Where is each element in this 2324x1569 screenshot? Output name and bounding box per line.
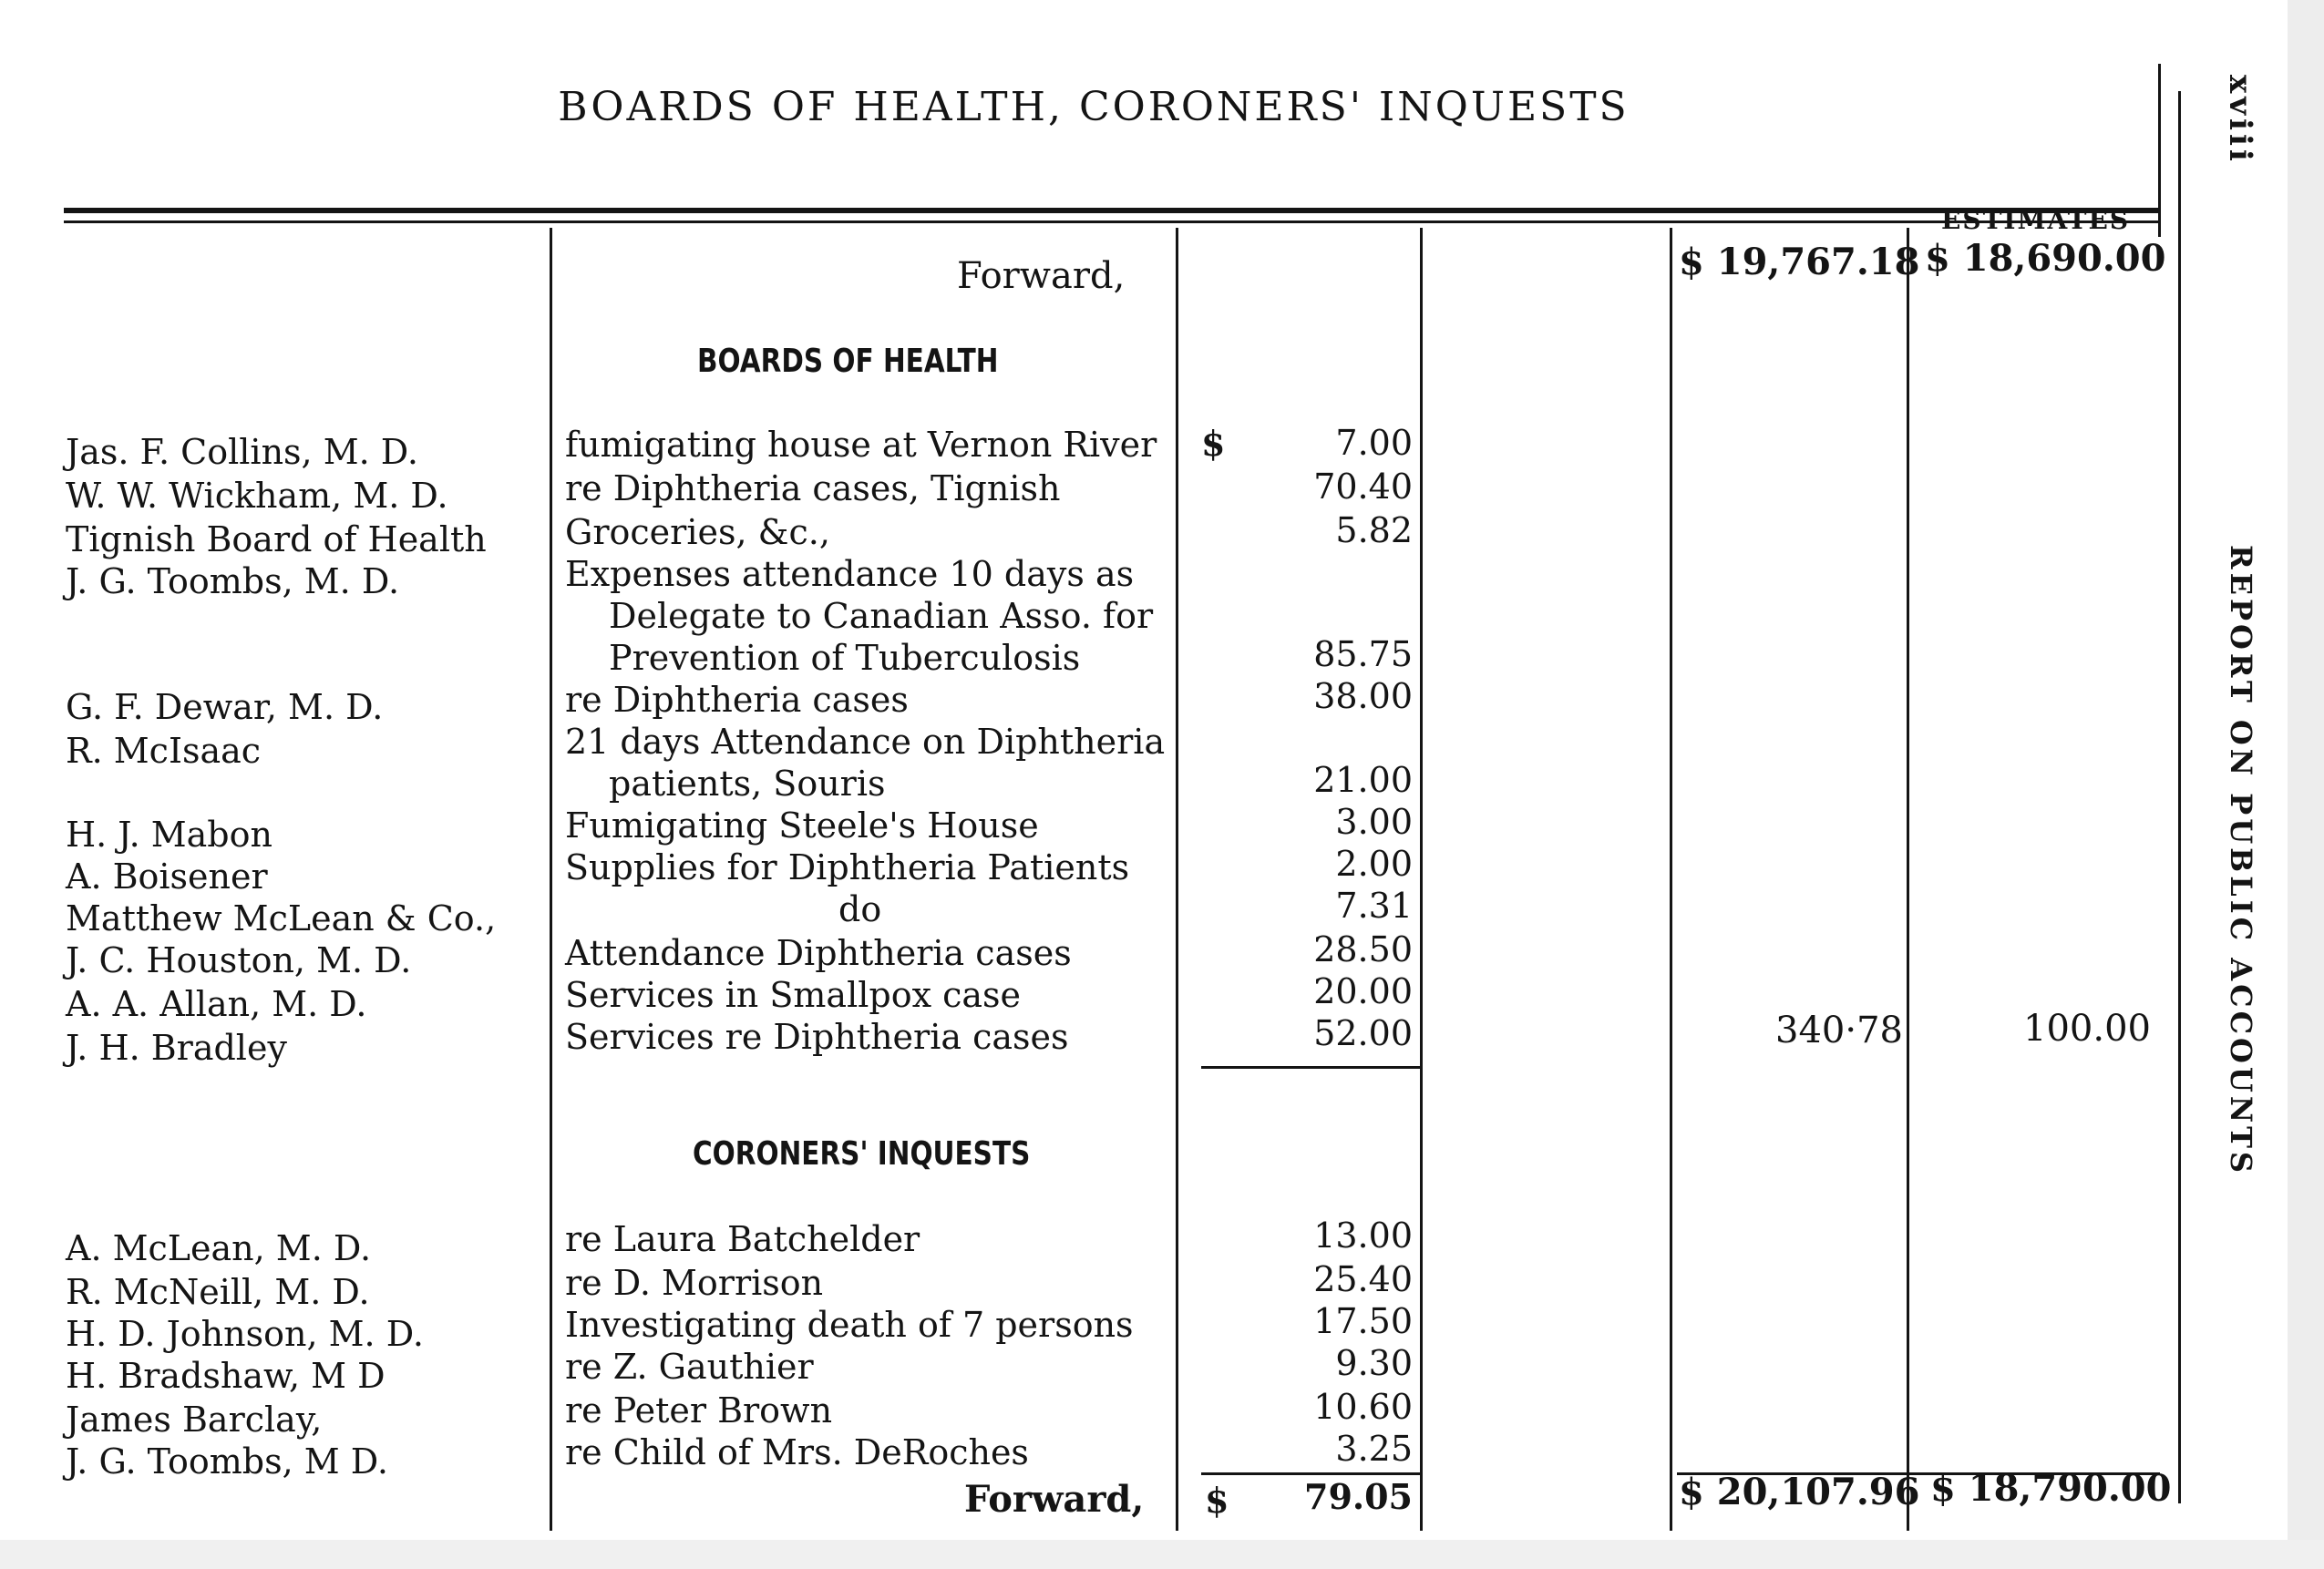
- item-description: Investigating death of 7 persons: [565, 1305, 1134, 1345]
- item-description: re Diphtheria cases, Tignish: [565, 468, 1061, 508]
- payee-name: A. Boisener: [66, 856, 268, 897]
- item-description-continued: Prevention of Tuberculosis: [609, 638, 1081, 678]
- boards-dollar-sign: $: [1201, 423, 1226, 464]
- forward-bottom-dollar: $: [1205, 1480, 1229, 1521]
- payee-name: Tignish Board of Health: [66, 519, 487, 559]
- header-rule-thin: [64, 220, 2160, 223]
- right-border-top: [2158, 64, 2161, 237]
- item-amount: 3.25: [1335, 1429, 1413, 1469]
- item-description: Services re Diphtheria cases: [565, 1017, 1069, 1057]
- boards-sum-rule: [1201, 1066, 1420, 1069]
- payee-name: H. D. Johnson, M. D.: [66, 1314, 424, 1354]
- item-amount: 3.00: [1335, 802, 1413, 842]
- item-amount: 52.00: [1313, 1013, 1413, 1053]
- item-description: Attendance Diphtheria cases: [565, 933, 1072, 973]
- right-border: [2178, 91, 2181, 1503]
- payee-name: James Barclay,: [66, 1400, 323, 1440]
- item-amount: 17.50: [1313, 1301, 1413, 1341]
- payee-name: R. McNeill, M. D.: [66, 1272, 370, 1312]
- forward-bottom-total: $ 20,107.96: [1679, 1471, 1920, 1513]
- payee-name: J. G. Toombs, M. D.: [66, 561, 400, 601]
- item-description: re Peter Brown: [565, 1390, 833, 1431]
- item-description: Services in Smallpox case: [565, 975, 1022, 1015]
- payee-name: G. F. Dewar, M. D.: [66, 687, 384, 727]
- payee-name: A. McLean, M. D.: [66, 1228, 372, 1268]
- page-number: xviii: [2222, 75, 2258, 165]
- item-description: re D. Morrison: [565, 1263, 824, 1303]
- forward-bottom-label: Forward,: [964, 1478, 1145, 1521]
- item-description: re Diphtheria cases: [565, 680, 909, 720]
- item-amount: 85.75: [1313, 634, 1413, 674]
- item-description: fumigating house at Vernon River: [565, 425, 1157, 465]
- item-description: re Child of Mrs. DeRoches: [565, 1432, 1029, 1472]
- boards-estimate: 100.00: [2023, 1008, 2151, 1050]
- column-divider-amount: [1420, 228, 1423, 1531]
- item-amount: 7.31: [1335, 886, 1413, 926]
- payee-name: W. W. Wickham, M. D.: [66, 476, 448, 516]
- item-amount: 10.60: [1313, 1387, 1413, 1427]
- forward-bottom-subtotal: 79.05: [1304, 1476, 1413, 1517]
- item-description: do: [838, 889, 882, 929]
- item-amount: 13.00: [1313, 1215, 1413, 1256]
- item-description: 21 days Attendance on Diphtheria: [565, 722, 1166, 762]
- item-amount: 70.40: [1313, 467, 1413, 507]
- column-divider-payee: [550, 228, 552, 1531]
- estimates-label: ESTIMATES: [1941, 205, 2131, 235]
- payee-name: Matthew McLean & Co.,: [66, 898, 497, 938]
- forward-top-label: Forward,: [957, 255, 1126, 297]
- forward-bottom-estimate: $ 18,790.00: [1930, 1467, 2172, 1510]
- forward-top-estimate: $ 18,690.00: [1925, 237, 2166, 280]
- item-description-continued: patients, Souris: [609, 764, 886, 804]
- item-amount: 20.00: [1313, 971, 1413, 1011]
- item-description: re Laura Batchelder: [565, 1219, 920, 1259]
- payee-name: J. C. Houston, M. D.: [66, 940, 412, 980]
- column-divider-blank: [1670, 228, 1672, 1531]
- coroners-sum-rule: [1201, 1472, 1420, 1475]
- coroners-inquests-heading: CORONERS' INQUESTS: [693, 1135, 1031, 1173]
- item-description: Supplies for Diphtheria Patients: [565, 847, 1130, 887]
- header-rule-thick: [64, 208, 2160, 213]
- boards-of-health-heading: BOARDS OF HEALTH: [697, 343, 999, 380]
- item-description: Expenses attendance 10 days as: [565, 554, 1135, 594]
- forward-top-total: $ 19,767.18: [1679, 241, 1920, 283]
- item-description: Fumigating Steele's House: [565, 805, 1039, 846]
- payee-name: J. G. Toombs, M D.: [66, 1441, 388, 1482]
- item-description: re Z. Gauthier: [565, 1347, 814, 1387]
- item-amount: 38.00: [1313, 676, 1413, 716]
- item-amount: 25.40: [1313, 1259, 1413, 1299]
- item-amount: 5.82: [1335, 510, 1413, 550]
- item-amount: 7.00: [1335, 423, 1413, 463]
- item-amount: 28.50: [1313, 929, 1413, 969]
- payee-name: Jas. F. Collins, M. D.: [66, 432, 418, 472]
- page-edge-shadow: [2288, 0, 2324, 1569]
- item-description: Groceries, &c.,: [565, 512, 830, 552]
- column-divider-item: [1176, 228, 1178, 1531]
- item-amount: 2.00: [1335, 844, 1413, 884]
- payee-name: H. Bradshaw, M D: [66, 1356, 386, 1396]
- page-bottom-shadow: [0, 1540, 2324, 1569]
- item-amount: 9.30: [1335, 1343, 1413, 1383]
- item-amount: 21.00: [1313, 760, 1413, 800]
- payee-name: J. H. Bradley: [66, 1028, 287, 1068]
- side-title: REPORT ON PUBLIC ACCOUNTS: [2224, 545, 2258, 1176]
- boards-total: 340·78: [1775, 1010, 1903, 1051]
- payee-name: A. A. Allan, M. D.: [66, 984, 367, 1024]
- item-description-continued: Delegate to Canadian Asso. for: [609, 596, 1154, 636]
- payee-name: H. J. Mabon: [66, 815, 273, 855]
- payee-name: R. McIsaac: [66, 731, 262, 771]
- page-title: BOARDS OF HEALTH, CORONERS' INQUESTS: [558, 84, 1630, 130]
- column-divider-total: [1907, 228, 1909, 1531]
